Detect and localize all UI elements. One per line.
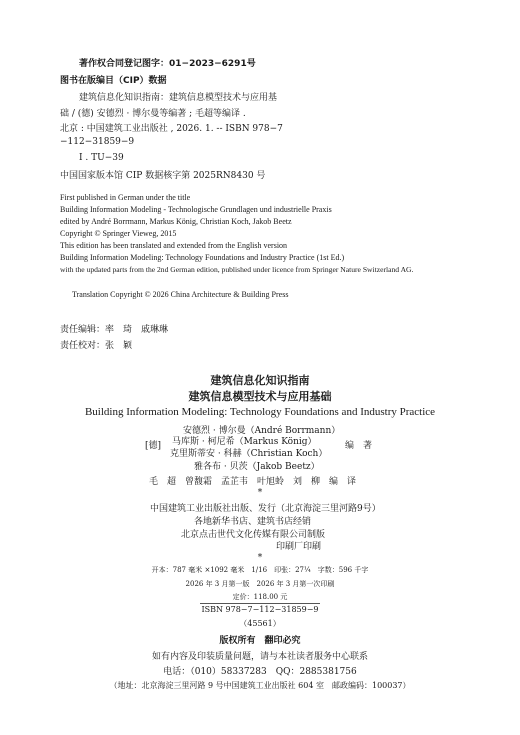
- star-divider-1: *: [257, 488, 263, 498]
- book-code: （45561）: [239, 619, 281, 628]
- cip-line-4: −112−31859−9: [60, 137, 135, 147]
- divider-rule: [200, 603, 320, 604]
- english-line-4: Copyright © Springer Vieweg, 2015: [60, 229, 177, 238]
- publisher: 中国建筑工业出版社出版、发行（北京海淀三里河路9号）: [150, 504, 381, 514]
- distributor: 各地新华书店、建筑书店经销: [194, 517, 312, 527]
- translators: 毛 超 曾馥霜 孟芷韦 叶旭蛉 刘 柳 编 译: [149, 477, 357, 487]
- author-2: 马库斯 · 柯尼希（Markus König）: [172, 437, 317, 447]
- rights-reserved: 版权所有 翻印必究: [219, 636, 301, 646]
- format-line: 开本：787 毫米 ×1092 毫米 1/16 印张：27¼ 字数：596 千字: [151, 566, 369, 574]
- main-title: 建筑信息化知识指南: [210, 374, 310, 387]
- subtitle: 建筑信息模型技术与应用基础: [188, 390, 332, 403]
- cip-line-3: 北京 : 中国建筑工业出版社 , 2026. 1. -- ISBN 978−7: [60, 124, 283, 134]
- english-title: Building Information Modeling: Technology Foundations and Industry Practice: [84, 406, 436, 418]
- responsible-editor: [60, 322, 168, 335]
- star-divider-2: *: [257, 553, 263, 563]
- english-line-7: with the updated parts from the 2nd German edition, published under licence from Springer Nature Switzerland AG.: [60, 265, 414, 274]
- isbn: ISBN 978−7−112−31859−9: [201, 605, 319, 614]
- price: 定价：118.00 元: [232, 593, 288, 601]
- english-line-6: Building Information Modeling: Technology Foundations and Industry Practice (1st Ed.): [60, 253, 345, 262]
- author-1: 安德烈 · 博尔曼（André Borrmann）: [183, 426, 341, 436]
- translation-copyright: Translation Copyright © 2026 China Architecture & Building Press: [72, 290, 289, 299]
- cip-line-5: Ⅰ . TU−39: [79, 153, 124, 163]
- english-line-3: edited by André Borrmann, Markus König, Christian Koch, Jakob Beetz: [60, 217, 292, 226]
- responsible-editor-label: 责任编辑：: [60, 325, 106, 335]
- cip-line-6: 中国国家版本馆 CIP 数据核字第 2025RN8430 号: [60, 171, 266, 181]
- english-line-1: First published in German under the title: [60, 193, 191, 202]
- contact-phone: 电话：（010）58337283 QQ：2885381756: [163, 667, 357, 677]
- address: （地址：北京海淀三里河路 9 号中国建筑工业出版社 604 室 邮政编码：100037）: [109, 681, 411, 690]
- proofreader: [60, 338, 132, 351]
- author-4: 雅各布 · 贝茨（Jakob Beetz）: [194, 462, 320, 472]
- proofreader-label: 责任校对：: [60, 341, 106, 351]
- cip-line-1: 建筑信息化知识指南：建筑信息模型技术与应用基: [79, 93, 278, 103]
- copyright-registration: 著作权合同登记图字：01−2023−6291号: [79, 59, 256, 69]
- author-country: [德]: [145, 441, 162, 451]
- typesetter: 北京点击世代文化传媒有限公司制版: [181, 530, 326, 540]
- cip-line-2: 础 / (德) 安德烈 · 博尔曼等编著 ; 毛超等编译 .: [60, 109, 246, 119]
- edition-line: 2026 年 3 月第一版 2026 年 3 月第一次印刷: [185, 580, 335, 588]
- responsible-editor-names: 率 琦 戚琳琳: [105, 325, 169, 335]
- english-line-2: Building Information Modeling - Technologische Grundlagen und industrielle Praxis: [60, 205, 332, 214]
- proofreader-name: 张 颖: [105, 341, 133, 351]
- printer: 印刷厂印刷: [276, 542, 322, 552]
- cip-heading: 图书在版编目（CIP）数据: [60, 76, 167, 86]
- role-edit: 编 著: [345, 441, 373, 451]
- english-line-5: This edition has been translated and extended from the English version: [60, 241, 288, 250]
- service-notice: 如有内容及印装质量问题，请与本社读者服务中心联系: [151, 652, 368, 662]
- author-3: 克里斯蒂安 · 科赫（Christian Koch）: [170, 449, 328, 459]
